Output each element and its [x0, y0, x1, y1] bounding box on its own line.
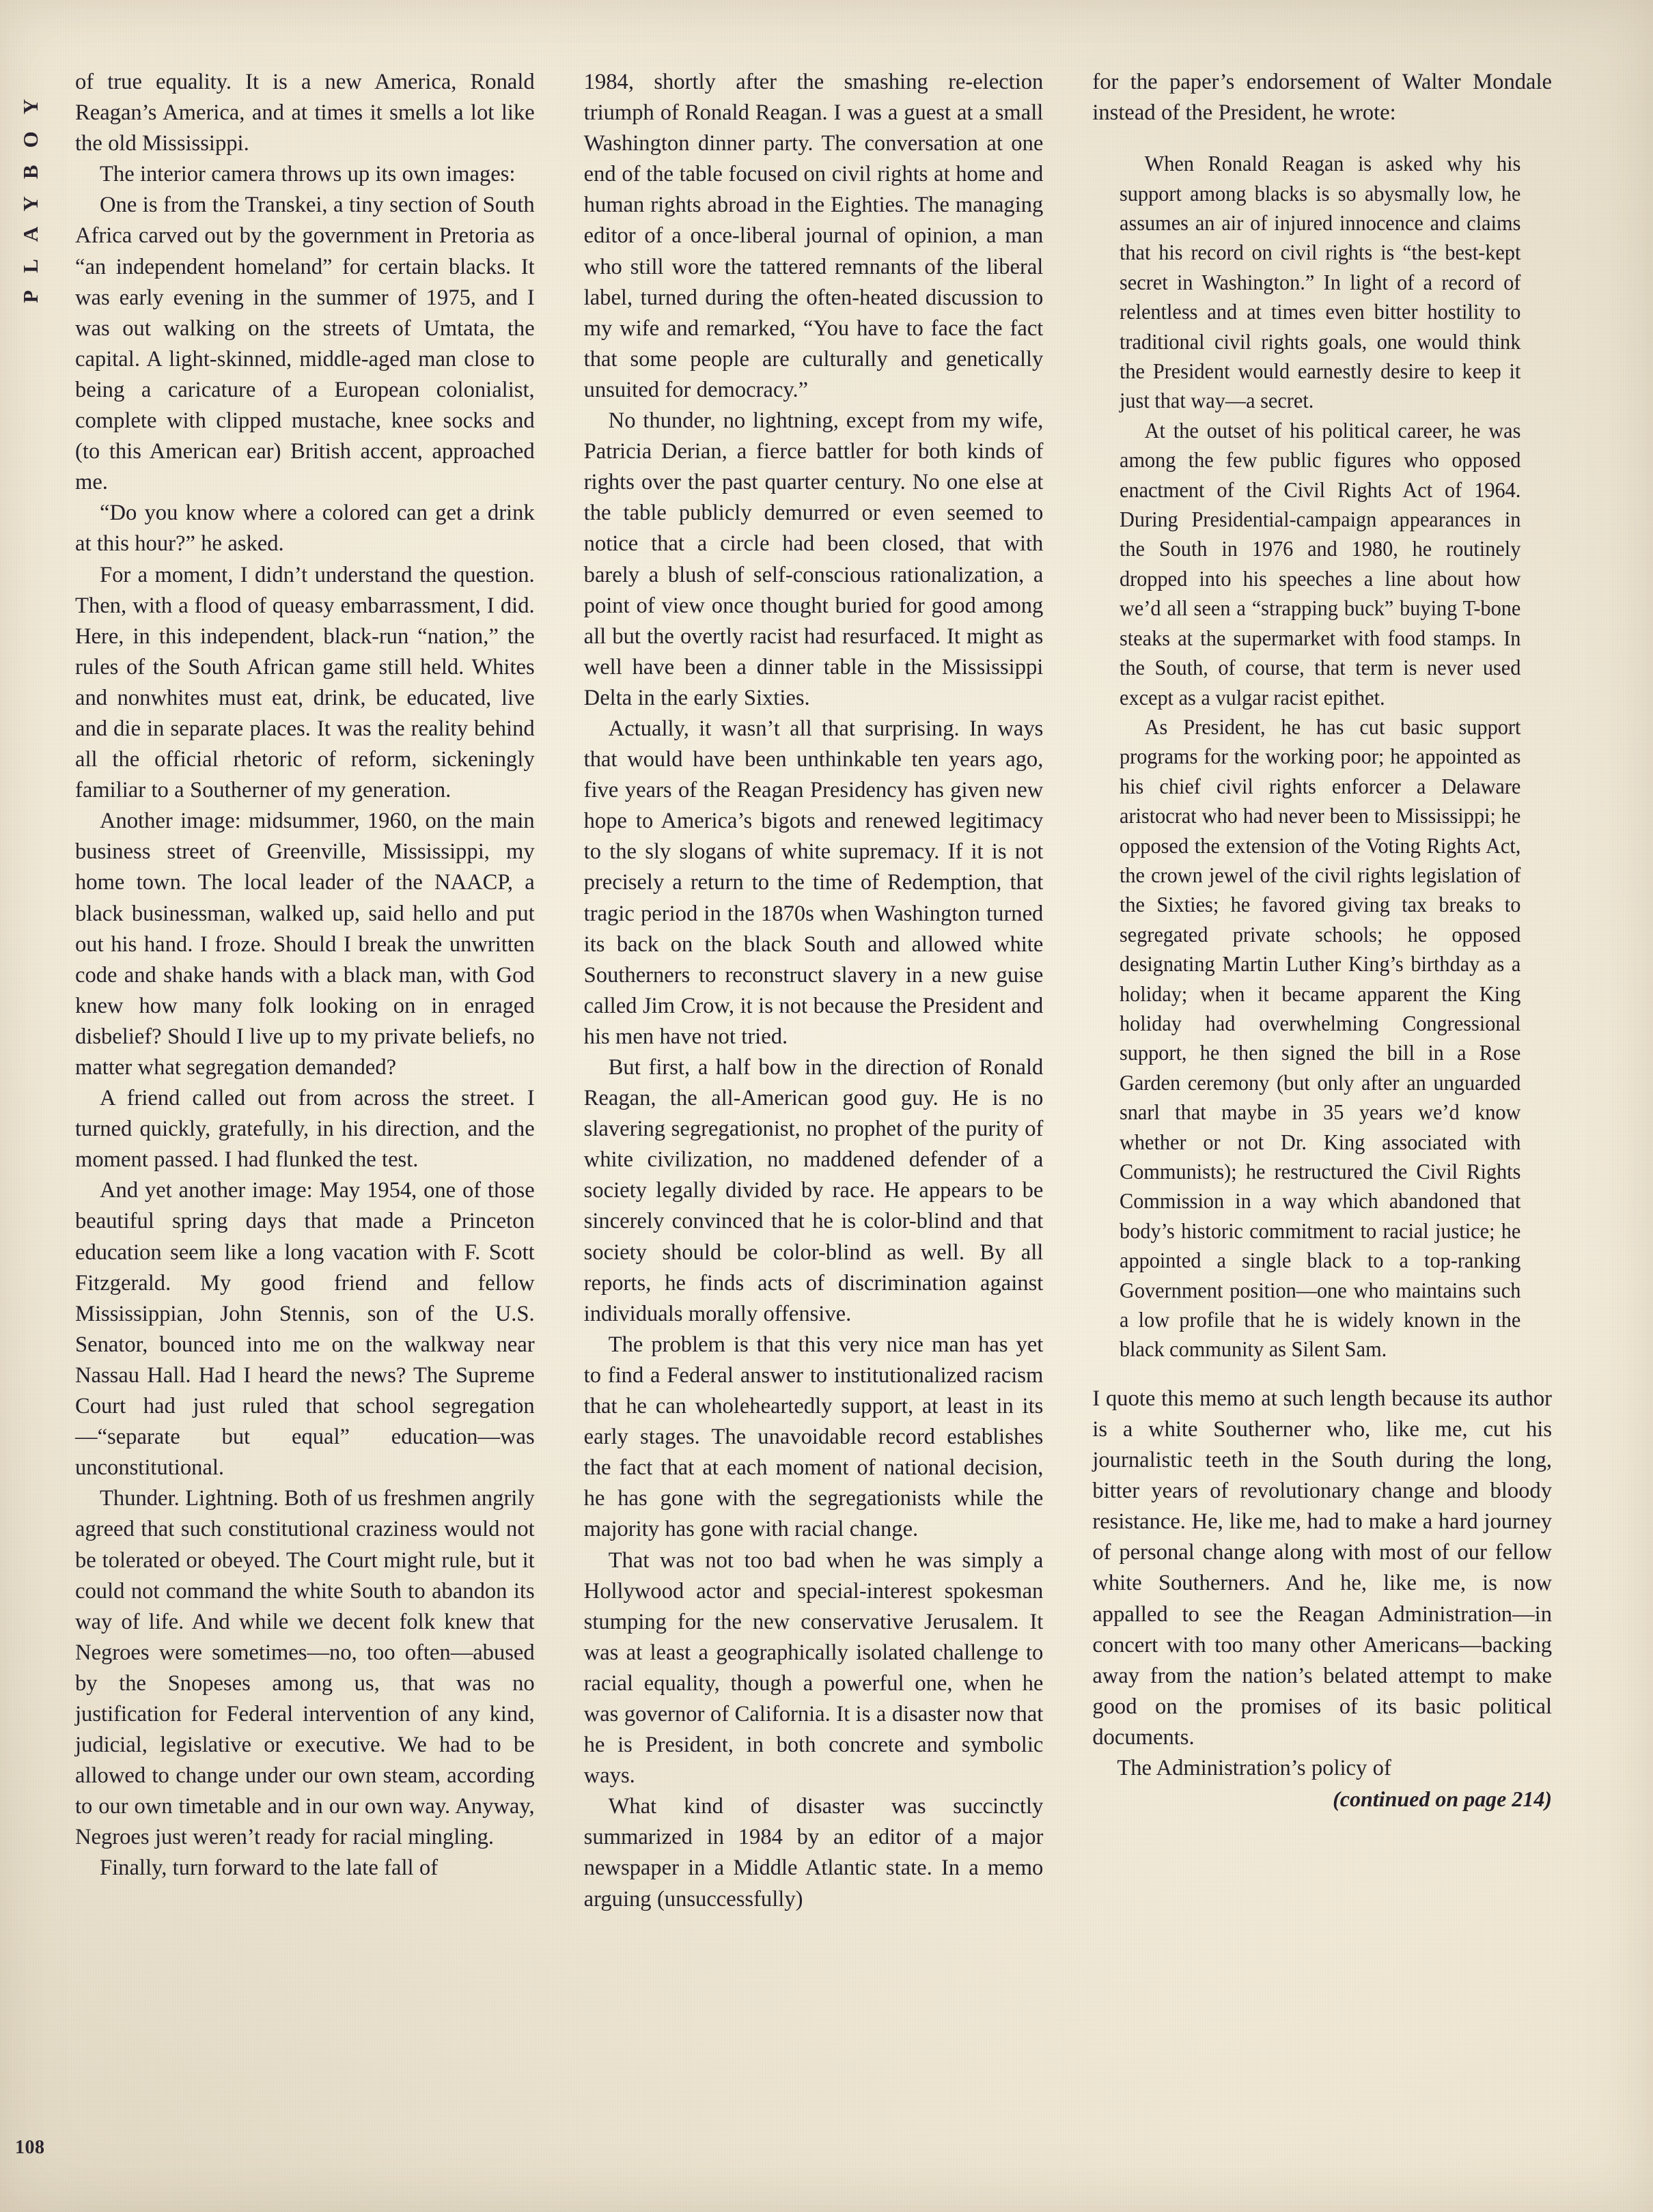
quote-paragraph: When Ronald Reagan is asked why his support among blacks is so abysmally low, he assumes an air of injured innocence and claims that his record on civil rights is “the best-kept secret in Washington.” In light of a record of relentless and at times even bitter hostility to traditional civil rights goals, one would think the President would earnestly desire to keep it just that way—a secret. [1120, 152, 1521, 413]
quote-paragraph: As President, he has cut basic support programs for the working poor; he appointed as his chief civil rights enforcer a Delaware aristocrat who had never been to Mississippi; he opposed the extension of the Voting Rights Act, the crown jewel of the civil rights legislation of the Sixties; he favored giving tax breaks to segregated private schools; he opposed designating Martin Luther King’s birthday as a holiday; when it became apparent the King holiday had overwhelming Congressional support, he then signed the bill in a Rose Garden ceremony (but only after an unguarded snarl that maybe in 35 years we’d know whether or not Dr. King associated with Communists); he restructured the Civil Rights Commission in a way which abandoned that body’s historic commitment to racial justice; he appointed a single black to a top-ranking Government position—one who maintains such a low profile that he is widely known in the black community as Silent Sam. [1120, 714, 1521, 1362]
paragraph: The problem is that this very nice man has yet to find a Federal answer to institutionalized racism that he can wholeheartedly support, at least in its early stages. The unavoidable record establishes the fact that at each moment of national decision, he has gone with the segregationists while the majority has gone with racial change. [583, 1332, 1044, 1542]
paragraph: What kind of disaster was succinctly summarized in 1984 by an editor of a major newspaper in a Middle Atlantic state. In a memo arguing (unsuccessfully) [583, 1794, 1044, 1912]
memo-block-quote [1092, 149, 1552, 1364]
paragraph: One is from the Transkei, a tiny section of South Africa carved out by the government in Pretoria as “an independent homeland” for certain blacks. It was early evening in the summer of 1975, and I was out walking on the streets of Umtata, the capital. A light-skinned, middle-aged man close to being a caricature of a European colonialist, complete with clipped mustache, knee socks and (to this American ear) British accent, approached me. [75, 193, 535, 495]
paragraph: 1984, shortly after the smashing re-election triumph of Ronald Reagan. I was a guest at a small Washington dinner party. The conversation at one end of the table focused on civil rights at home and human rights abroad in the Eighties. The managing editor of a once-liberal journal of opinion, a man who still wore the tattered remnants of the liberal label, turned during the often-heated discussion to my wife and remarked, “You have to face the fact that some people are culturally and genetically unsuited for democracy.” [583, 70, 1044, 402]
quote-bottom-spacer [1092, 1364, 1552, 1384]
paragraph: But first, a half bow in the direction of Ronald Reagan, the all-American good guy. He is no slavering segregationist, no prophet of the purity of white civilization, no maddened defender of a society legally divided by race. He appears to be sincerely convinced that he is color-blind and that society should be color-blind as well. By all reports, he finds acts of discrimination against individuals morally offensive. [583, 1055, 1044, 1326]
paragraph: The interior camera throws up its own images: [100, 162, 516, 187]
column-two [584, 67, 1044, 2124]
paragraph: The Administration’s policy of [1117, 1755, 1391, 1780]
continued-line: (continued on page 214) [1333, 1787, 1553, 1812]
playboy-masthead [10, 82, 51, 369]
page-number: 108 [15, 2137, 45, 2158]
column-three [1092, 67, 1552, 2124]
paragraph: No thunder, no lightning, except from my wife, Patricia Derian, a fierce battler for both kinds of rights over the past quarter century. No one else at the table publicly demurred or even seemed to notice that a circle had been closed, that with barely a blush of self-conscious rationalization, a point of view once thought buried for good among all but the overtly racist had resurfaced. It might as well have been a dinner table in the Mississippi Delta in the early Sixties. [583, 408, 1044, 710]
paragraph: A friend called out from across the street. I turned quickly, gratefully, in his direction, and the moment passed. I had flunked the test. [75, 1086, 535, 1173]
paragraph: And yet another image: May 1954, one of those beautiful spring days that made a Princeton education seem like a long vacation with F. Scott Fitzgerald. My good friend and fellow Mississippian, John Stennis, son of the U.S. Senator, bounced into me on the walkway near Nassau Hall. Had I heard the news? The Supreme Court had just ruled that school segregation—“separate but equal” education—was unconstitutional. [75, 1178, 535, 1481]
masthead-label: PLAYBOY [18, 82, 42, 303]
text-columns [75, 67, 1552, 2124]
quote-paragraph: At the outset of his political career, he was among the few public figures who opposed enactment of the Civil Rights Act of 1964. During Presidential-campaign appearances in the South in 1976 and 1980, he routinely dropped into his speeches a line about how we’d all seen a “strapping buck” buying T-bone steaks at the supermarket with food stamps. In the South, of course, that term is never used except as a vulgar racist epithet. [1120, 418, 1521, 710]
paragraph: That was not too bad when he was simply a Hollywood actor and special-interest spokesman stumping for the new conservative Jerusalem. It was at least a geographically isolated challenge to racial equality, though a powerful one, when he was governor of California. It is a disaster now that he is President, in both concrete and symbolic ways. [583, 1548, 1044, 1789]
paragraph: I quote this memo at such length because its author is a white Southerner who, like me, cut his journalistic teeth in the South during the long, bitter years of revolutionary change and bloody resistance. He, like me, had to make a hard journey of personal change along with most of our fellow white Southerners. And he, like me, is now appalled to see the Reagan Administration—in concert with too many other Americans—backing away from the nation’s belated attempt to make good on the promises of its basic political documents. [1092, 1386, 1553, 1750]
paragraph: Another image: midsummer, 1960, on the main business street of Greenville, Mississippi, my home town. The local leader of the NAACP, a black businessman, walked up, said hello and put out his hand. I froze. Should I break the unwritten code and shake hands with a black man, with God knew how many folk looking on in enraged disbelief? Should I live up to my private beliefs, no matter what segregation demanded? [75, 809, 535, 1080]
paragraph: of true equality. It is a new America, Ronald Reagan’s America, and at times it smells a lot like the old Mississippi. [75, 70, 535, 156]
paragraph: Finally, turn forward to the late fall of [100, 1856, 439, 1881]
paragraph: for the paper’s endorsement of Walter Mondale instead of the President, he wrote: [1092, 70, 1553, 126]
paragraph: For a moment, I didn’t understand the question. Then, with a flood of queasy embarrassment, I did. Here, in this independent, black-run “nation,” the rules of the South African game still held. Whites and nonwhites must eat, drink, be educated, live and die in separate places. It was the reality behind all the official rhetoric of reform, sickeningly familiar to a Southerner of my generation. [75, 562, 535, 803]
paragraph: “Do you know where a colored can get a drink at this hour?” he asked. [75, 501, 535, 557]
column-one [75, 67, 535, 2124]
paragraph: Thunder. Lightning. Both of us freshmen angrily agreed that such constitutional craziness would not be tolerated or obeyed. The Court might rule, but it could not command the white South to abandon its way of life. And while we decent folk knew that Negroes were sometimes—no, too often—abused by the Snopeses among us, that was no justification for Federal intervention of any kind, judicial, legislative or executive. We had to be allowed to change under our own steam, according to our own timetable and in our own way. Anyway, Negroes just weren’t ready for racial mingling. [75, 1486, 535, 1850]
quote-top-spacer [1092, 128, 1552, 149]
paragraph: Actually, it wasn’t all that surprising. In ways that would have been unthinkable ten years ago, five years of the Reagan Presidency has given new hope to America’s bigots and renewed legitimacy to the sly slogans of white supremacy. If it is not precisely a return to the time of Redemption, that tragic period in the 1870s when Washington turned its back on the black South and allowed white Southerners to reconstruct slavery in a new guise called Jim Crow, it is not because the President and his men have not tried. [583, 716, 1044, 1049]
